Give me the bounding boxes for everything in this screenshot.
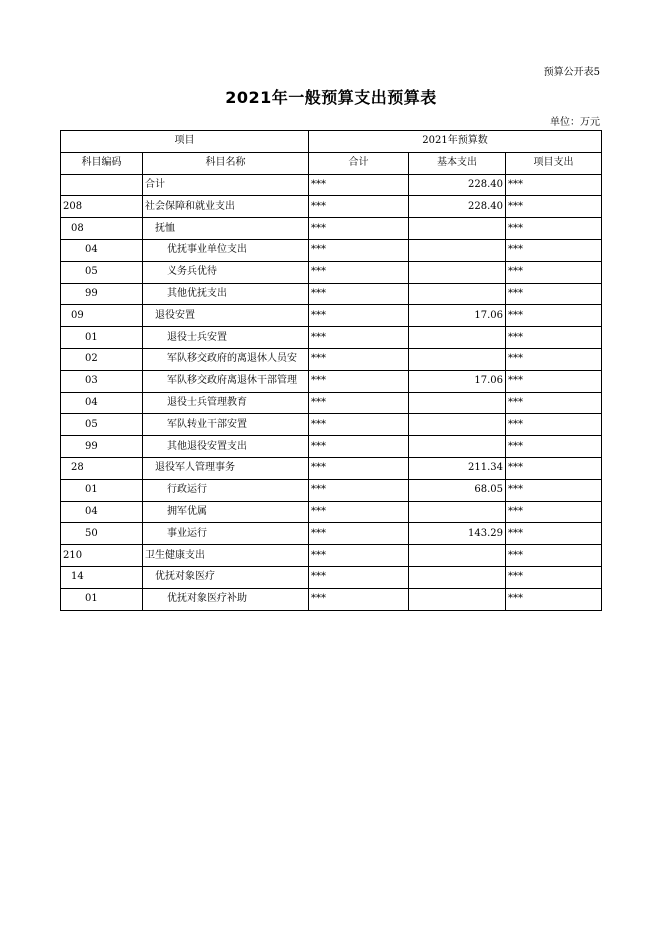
cell-basic xyxy=(409,327,506,349)
table-row xyxy=(61,414,602,436)
cell-code: 08 xyxy=(61,218,143,240)
cell-basic xyxy=(409,261,506,283)
header-basic: 基本支出 xyxy=(409,152,506,174)
cell-total: *** xyxy=(309,370,409,392)
cell-total: *** xyxy=(309,457,409,479)
header-code: 科目编码 xyxy=(61,152,143,174)
cell-code: 210 xyxy=(61,545,143,567)
cell-basic: 228.40 xyxy=(409,196,506,218)
cell-total: *** xyxy=(309,566,409,588)
table-row xyxy=(61,174,602,196)
cell-project: *** xyxy=(506,305,602,327)
cell-code: 04 xyxy=(61,501,143,523)
table-row xyxy=(61,261,602,283)
cell-total: *** xyxy=(309,218,409,240)
header-total: 合计 xyxy=(309,152,409,174)
cell-total: *** xyxy=(309,523,409,545)
table-row xyxy=(61,327,602,349)
cell-name: 事业运行 xyxy=(143,523,309,545)
cell-total: *** xyxy=(309,196,409,218)
table-row xyxy=(61,239,602,261)
cell-basic xyxy=(409,566,506,588)
table-body xyxy=(61,174,602,610)
cell-code: 05 xyxy=(61,261,143,283)
cell-basic: 17.06 xyxy=(409,305,506,327)
cell-name: 退役安置 xyxy=(143,305,309,327)
cell-project: *** xyxy=(506,196,602,218)
cell-basic xyxy=(409,392,506,414)
table-row xyxy=(61,370,602,392)
cell-total: *** xyxy=(309,436,409,458)
cell-total: *** xyxy=(309,239,409,261)
header-item: 项目 xyxy=(61,131,309,153)
cell-code: 01 xyxy=(61,327,143,349)
cell-code: 02 xyxy=(61,348,143,370)
cell-name: 退役士兵安置 xyxy=(143,327,309,349)
cell-name: 优抚事业单位支出 xyxy=(143,239,309,261)
cell-name: 义务兵优待 xyxy=(143,261,309,283)
cell-project: *** xyxy=(506,566,602,588)
cell-total: *** xyxy=(309,392,409,414)
cell-project: *** xyxy=(506,348,602,370)
table-row xyxy=(61,283,602,305)
table-row xyxy=(61,196,602,218)
header-budget-group: 2021年预算数 xyxy=(309,131,602,153)
table-row xyxy=(61,457,602,479)
cell-code: 03 xyxy=(61,370,143,392)
table-row xyxy=(61,348,602,370)
cell-project: *** xyxy=(506,174,602,196)
cell-name: 其他退役安置支出 xyxy=(143,436,309,458)
unit-label: 单位：万元 xyxy=(550,117,600,128)
cell-basic xyxy=(409,501,506,523)
cell-total: *** xyxy=(309,479,409,501)
cell-project: *** xyxy=(506,414,602,436)
cell-name: 卫生健康支出 xyxy=(143,545,309,567)
cell-project: *** xyxy=(506,501,602,523)
cell-project: *** xyxy=(506,436,602,458)
cell-name: 优抚对象医疗 xyxy=(143,566,309,588)
cell-project: *** xyxy=(506,327,602,349)
cell-basic xyxy=(409,545,506,567)
cell-total: *** xyxy=(309,545,409,567)
cell-name: 军队移交政府的离退休人员安 xyxy=(143,348,309,370)
table-row xyxy=(61,523,602,545)
header-name: 科目名称 xyxy=(143,152,309,174)
cell-project: *** xyxy=(506,523,602,545)
cell-name: 军队移交政府离退休干部管理 xyxy=(143,370,309,392)
table-row xyxy=(61,305,602,327)
budget-table xyxy=(60,130,602,611)
cell-project: *** xyxy=(506,545,602,567)
table-row xyxy=(61,218,602,240)
cell-code: 14 xyxy=(61,566,143,588)
cell-basic xyxy=(409,588,506,610)
cell-code: 50 xyxy=(61,523,143,545)
cell-total: *** xyxy=(309,283,409,305)
table-row xyxy=(61,566,602,588)
page-title: 2021年一般预算支出预算表 xyxy=(225,88,437,107)
cell-project: *** xyxy=(506,218,602,240)
cell-project: *** xyxy=(506,479,602,501)
cell-basic xyxy=(409,436,506,458)
cell-project: *** xyxy=(506,283,602,305)
cell-code: 99 xyxy=(61,436,143,458)
cell-name: 其他优抚支出 xyxy=(143,283,309,305)
cell-basic xyxy=(409,218,506,240)
header-project: 项目支出 xyxy=(506,152,602,174)
cell-project: *** xyxy=(506,239,602,261)
cell-project: *** xyxy=(506,392,602,414)
cell-code: 01 xyxy=(61,588,143,610)
cell-total: *** xyxy=(309,174,409,196)
table-row xyxy=(61,588,602,610)
page-label: 预算公开表5 xyxy=(543,67,600,78)
cell-code: 208 xyxy=(61,196,143,218)
cell-name: 退役军人管理事务 xyxy=(143,457,309,479)
cell-name: 拥军优属 xyxy=(143,501,309,523)
cell-name: 军队转业干部安置 xyxy=(143,414,309,436)
header-row-columns xyxy=(61,152,602,174)
cell-basic xyxy=(409,348,506,370)
cell-name: 合计 xyxy=(143,174,309,196)
header-row-group xyxy=(61,131,602,153)
cell-basic xyxy=(409,239,506,261)
cell-basic xyxy=(409,414,506,436)
cell-basic: 211.34 xyxy=(409,457,506,479)
cell-basic: 228.40 xyxy=(409,174,506,196)
cell-total: *** xyxy=(309,414,409,436)
cell-name: 抚恤 xyxy=(143,218,309,240)
cell-project: *** xyxy=(506,370,602,392)
cell-total: *** xyxy=(309,588,409,610)
cell-total: *** xyxy=(309,261,409,283)
cell-basic: 17.06 xyxy=(409,370,506,392)
cell-code: 04 xyxy=(61,392,143,414)
cell-basic: 68.05 xyxy=(409,479,506,501)
cell-total: *** xyxy=(309,348,409,370)
cell-total: *** xyxy=(309,305,409,327)
cell-name: 行政运行 xyxy=(143,479,309,501)
cell-name: 退役士兵管理教育 xyxy=(143,392,309,414)
cell-name: 社会保障和就业支出 xyxy=(143,196,309,218)
cell-project: *** xyxy=(506,588,602,610)
cell-code: 28 xyxy=(61,457,143,479)
table-row xyxy=(61,479,602,501)
cell-code xyxy=(61,174,143,196)
cell-code: 04 xyxy=(61,239,143,261)
cell-code: 09 xyxy=(61,305,143,327)
cell-project: *** xyxy=(506,261,602,283)
table-row xyxy=(61,392,602,414)
cell-total: *** xyxy=(309,501,409,523)
cell-basic: 143.29 xyxy=(409,523,506,545)
cell-project: *** xyxy=(506,457,602,479)
cell-name: 优抚对象医疗补助 xyxy=(143,588,309,610)
table-row xyxy=(61,545,602,567)
table-row xyxy=(61,501,602,523)
cell-code: 01 xyxy=(61,479,143,501)
cell-total: *** xyxy=(309,327,409,349)
table-row xyxy=(61,436,602,458)
cell-code: 99 xyxy=(61,283,143,305)
cell-code: 05 xyxy=(61,414,143,436)
cell-basic xyxy=(409,283,506,305)
